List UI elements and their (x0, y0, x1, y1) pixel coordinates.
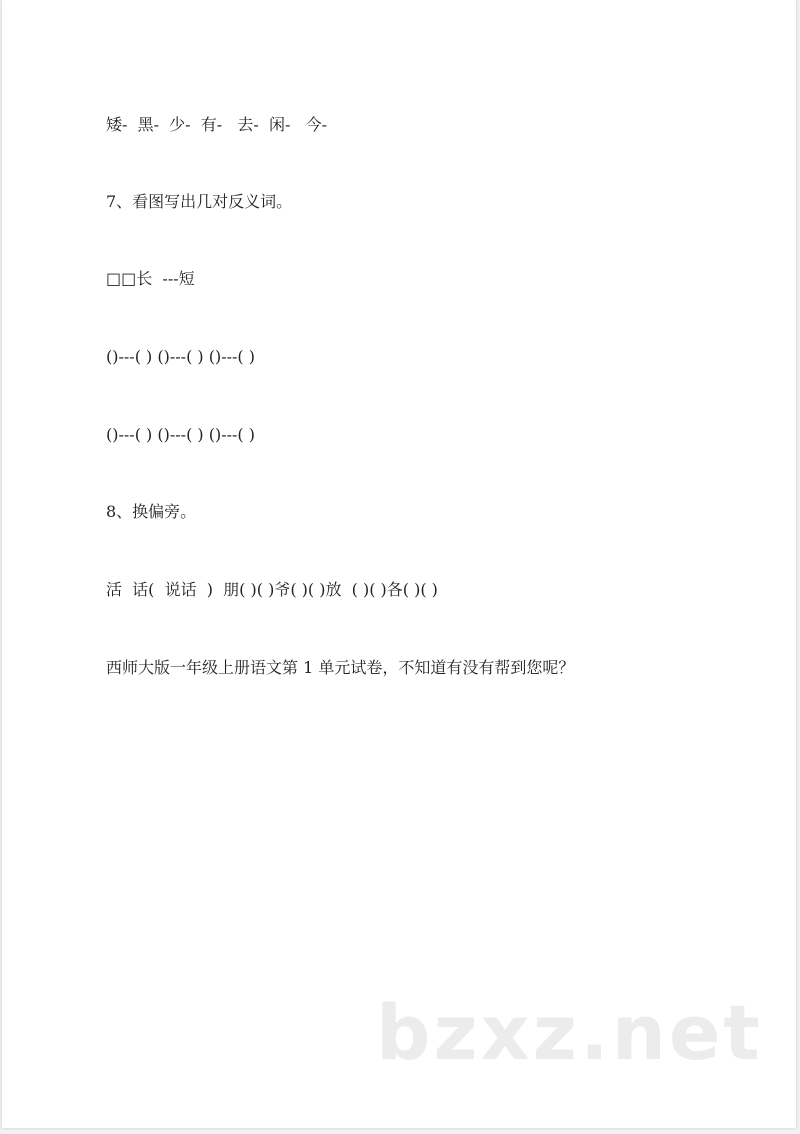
question-8-title: 8、换偏旁。 (106, 502, 197, 521)
antonym-blank-row-2: ()---( ) ()---( ) ()---( ) (106, 425, 255, 444)
antonym-blank-row-1: ()---( ) ()---( ) ()---( ) (106, 347, 255, 366)
closing-sentence: 西师大版一年级上册语文第 1 单元试卷，不知道有没有帮到您呢？ (106, 658, 575, 677)
antonym-example: □□长 ---短 (106, 269, 195, 288)
radical-change-row: 活 话( 说话 ) 朋( )( )爷( )( )放 ( )( )各( )( ) (106, 580, 438, 599)
question-7-title: 7、看图写出几对反义词。 (106, 192, 293, 211)
watermark-logo: bzxz.net (376, 988, 763, 1077)
antonym-prompt-row: 矮- 黑- 少- 有- 去- 闲- 今- (106, 115, 328, 134)
document-page (2, 0, 796, 1128)
